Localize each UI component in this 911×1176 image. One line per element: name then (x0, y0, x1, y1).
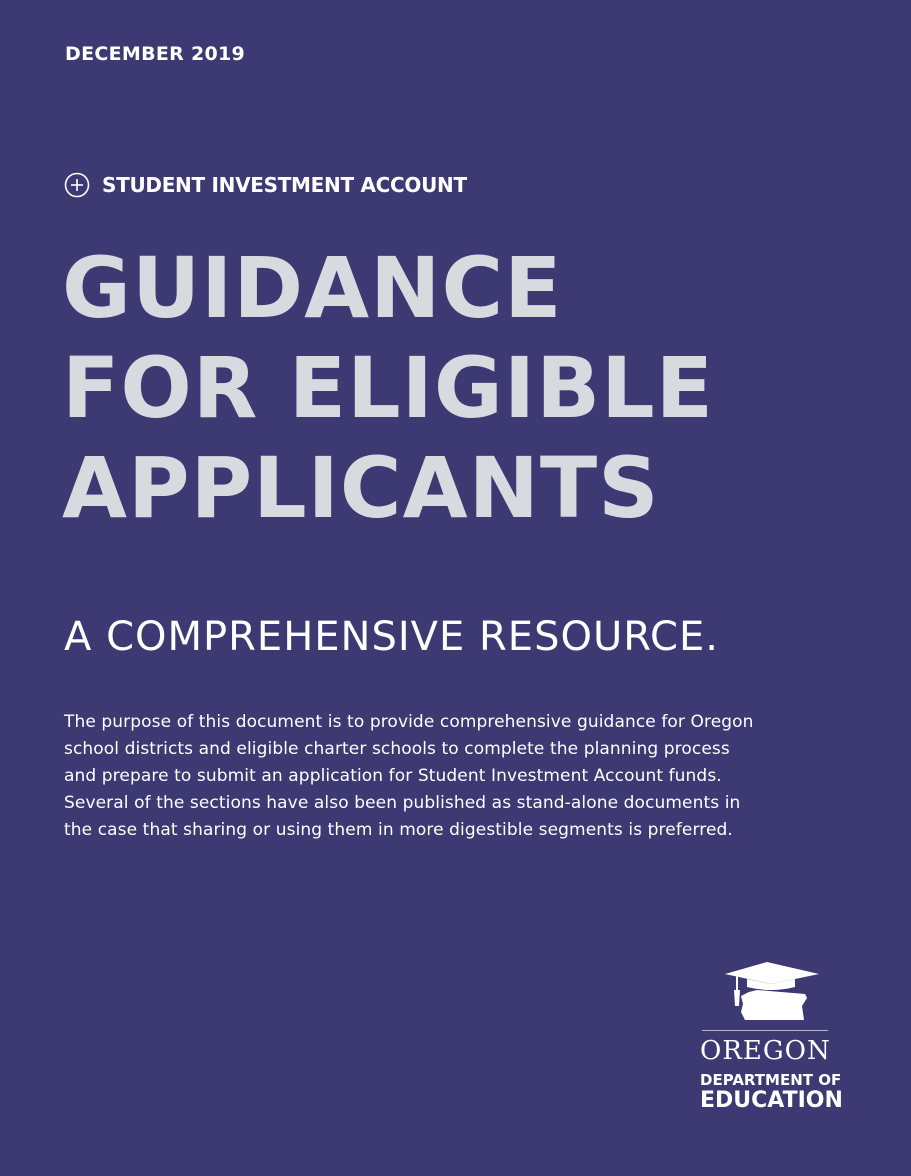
logo-department: DEPARTMENT OF (700, 1071, 842, 1089)
intro-paragraph: The purpose of this document is to provide comprehensive guidance for Oregon school districts and eligible charter schools to complete the planning process and prepare to submit an application for Student Investment Account funds. Several of the sections have also been published as stand-alone documents in the case that sharing or using them in more digestible segments is preferred. (64, 712, 754, 840)
logo-agency: EDUCATION (700, 1088, 843, 1113)
program-heading (64, 170, 467, 200)
logo-state-name: OREGON (700, 1036, 831, 1066)
title-line: GUIDANCE (62, 239, 563, 337)
title-line: APPLICANTS (62, 439, 660, 537)
title-line: FOR ELIGIBLE (62, 339, 715, 437)
logo-divider (702, 1030, 828, 1031)
plus-circle-icon (64, 172, 90, 198)
document-subtitle: A COMPREHENSIVE RESOURCE. (64, 614, 719, 660)
oregon-graduation-cap-icon (709, 960, 821, 1022)
program-label: STUDENT INVESTMENT ACCOUNT (102, 173, 467, 197)
publication-date: DECEMBER 2019 (65, 43, 246, 65)
document-title (62, 238, 714, 538)
ode-logo (700, 960, 843, 1113)
